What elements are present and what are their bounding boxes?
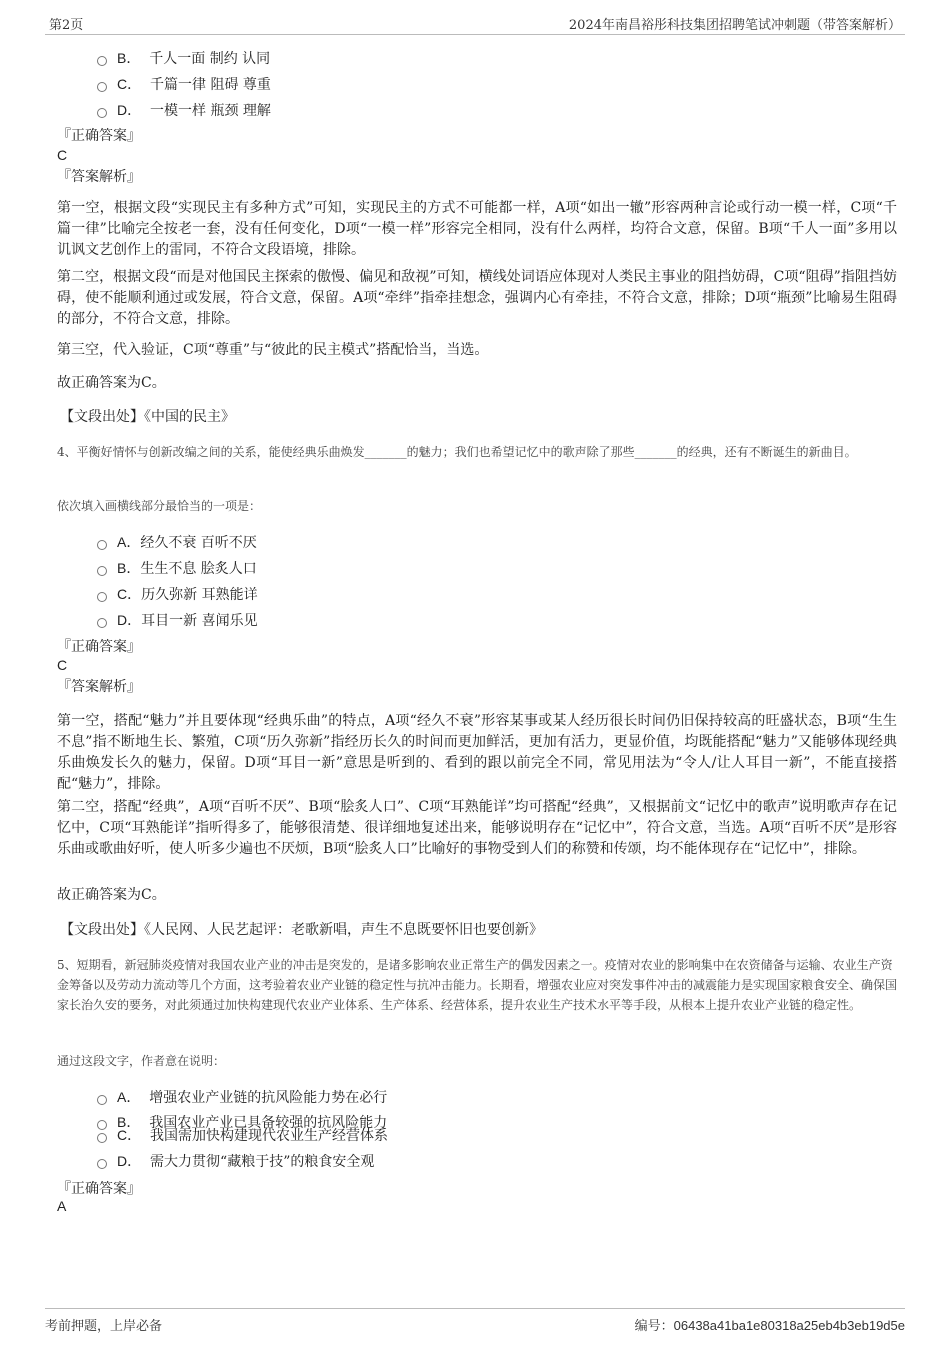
q3-analysis-label: 『答案解析』	[57, 169, 141, 185]
q4-option-d[interactable]: D．耳目一新 喜闻乐见	[97, 611, 258, 630]
q5-option-a[interactable]: A． 增强农业产业链的抗风险能力势在必行	[97, 1088, 387, 1107]
radio-icon[interactable]	[97, 592, 107, 602]
radio-icon[interactable]	[97, 618, 107, 628]
q5-answer-label: 『正确答案』	[57, 1181, 141, 1197]
q4-answer: C	[57, 657, 68, 673]
q5-option-d[interactable]: D． 需大力贯彻“藏粮于技”的粮食安全观	[97, 1152, 374, 1171]
q5-question: 5、短期看，新冠肺炎疫情对我国农业产业的冲击是突发的，是诸多影响农业正常生产的偶发因素之一。疫情对农业的影响集中在农资储备与运输、农业生产资金筹备以及劳动力流动等几个方面，这考验着农业产业链的稳定性与抗冲击能力。长期看，增强农业应对突发事件冲击的减震能力是实现国家粮食安全、确保国家长治久安的要务，对此须通过加快构建现代农业产业体系、生产体系、经营体系，提升农业生产技术水平等手段，从根本上提升农业产业链的稳定性。	[57, 958, 898, 1012]
q3-conclusion: 故正确答案为C。	[57, 375, 166, 391]
footer-code: 编号：06438a41ba1e80318a25eb4b3eb19d5e	[634, 1318, 905, 1334]
q4-analysis-paragraph: 第二空，搭配“经典”，A项“百听不厌”、B项“脍炙人口”、C项“耳熟能详”均可搭配“经典”，又根据前文“记忆中的歌声”说明歌声存在记忆中，C项“耳熟能详”指听得多了，能够很清楚、很详细地复述出来，能够说明存在“记忆中”，符合文意，当选。A项“百听不厌”是形容乐曲或歌曲好听，使人听多少遍也不厌烦，B项“脍炙人口”比喻好的事物受到人们的称赞和传颂，均不能体现存在“记忆中”，排除。	[57, 799, 897, 857]
radio-icon[interactable]	[97, 82, 107, 92]
q3-option-c[interactable]: C． 千篇一律 阻碍 尊重	[97, 75, 271, 94]
q5-option-b[interactable]: B． 我国农业产业已具备较强的抗风险能力	[97, 1113, 387, 1132]
radio-icon[interactable]	[97, 56, 107, 66]
q4-answer-label: 『正确答案』	[57, 639, 141, 655]
q3-option-b[interactable]: B． 千人一面 制约 认同	[97, 49, 270, 68]
radio-icon[interactable]	[97, 566, 107, 576]
footer-slogan: 考前押题，上岸必备	[45, 1319, 163, 1334]
q4-conclusion: 故正确答案为C。	[57, 887, 166, 903]
q4-analysis-paragraph: 第一空，搭配“魅力”并且要体现“经典乐曲”的特点，A项“经久不衰”形容某事或某人经历很长时间仍旧保持较高的旺盛状态，B项“生生不息”指不断地生长、繁殖，C项“历久弥新”指经历长久的时间而更加鲜活，更加有活力，更显价值，均既能搭配“魅力”又能够体现经典乐曲焕发长久的魅力，保留。D项“耳目一新”意思是听到的、看到的跟以前完全不同，常见用法为“令人/让人耳目一新”，不能直接搭配“魅力”，排除。	[57, 713, 897, 792]
q3-answer-label: 『正确答案』	[57, 128, 141, 144]
document-title: 2024年南昌裕彤科技集团招聘笔试冲刺题（带答案解析）	[568, 18, 901, 33]
page-header	[45, 8, 905, 35]
q4-option-c[interactable]: C．历久弥新 耳熟能详	[97, 585, 258, 604]
q3-analysis-paragraph: 第一空，根据文段“实现民主有多种方式”可知，实现民主的方式不可能都一样，A项“如出一辙”形容两种言论或行动一模一样，C项“千篇一律”比喻完全按老一套，没有任何变化，D项“一模一样”形容完全相同，没有什么两样，均符合文意，保留。B项“千人一面”多用以讥讽文艺创作上的雷同，不符合文段语境，排除。	[57, 200, 897, 258]
q5-option-c[interactable]: C． 我国需加快构建现代农业生产经营体系	[97, 1126, 388, 1145]
radio-icon[interactable]	[97, 540, 107, 550]
q4-option-b[interactable]: B．生生不息 脍炙人口	[97, 559, 257, 578]
radio-icon[interactable]	[97, 1133, 107, 1143]
q4-option-a[interactable]: A．经久不衰 百听不厌	[97, 533, 257, 552]
q4-source: 【文段出处】《人民网、人民艺起评：老歌新唱，声生不息既要怀旧也要创新》	[60, 922, 543, 938]
q3-analysis-paragraph: 第二空，根据文段“而是对他国民主探索的傲慢、偏见和敌视”可知，横线处词语应体现对人类民主事业的阻挡妨碍，C项“阻碍”指阻挡妨碍，使不能顺利通过或发展，符合文意，保留。A项“牵绊”指牵挂想念，强调内心有牵挂，不符合文意，排除；D项“瓶颈”比喻易生阻碍的部分，不符合文意，排除。	[57, 269, 897, 327]
q4-question: 4、平衡好情怀与创新改编之间的关系，能使经典乐曲焕发_______的魅力；我们也希望记忆中的歌声除了那些_______的经典，还有不断诞生的新曲目。	[57, 445, 857, 459]
radio-icon[interactable]	[97, 108, 107, 118]
q5-answer: A	[57, 1198, 67, 1214]
radio-icon[interactable]	[97, 1095, 107, 1105]
q4-analysis-label: 『答案解析』	[57, 679, 141, 695]
page-footer	[45, 1308, 905, 1334]
q3-analysis-paragraph: 第三空，代入验证，C项“尊重”与“彼此的民主模式”搭配恰当，当选。	[57, 342, 489, 358]
q3-answer: C	[57, 147, 68, 163]
q3-source: 【文段出处】《中国的民主》	[60, 409, 235, 425]
radio-icon[interactable]	[97, 1159, 107, 1169]
page-number: 第2页	[49, 18, 84, 33]
q4-instruction: 依次填入画横线部分最恰当的一项是：	[57, 499, 262, 513]
q3-option-d[interactable]: D． 一模一样 瓶颈 理解	[97, 101, 271, 120]
q5-instruction: 通过这段文字，作者意在说明：	[57, 1054, 226, 1068]
